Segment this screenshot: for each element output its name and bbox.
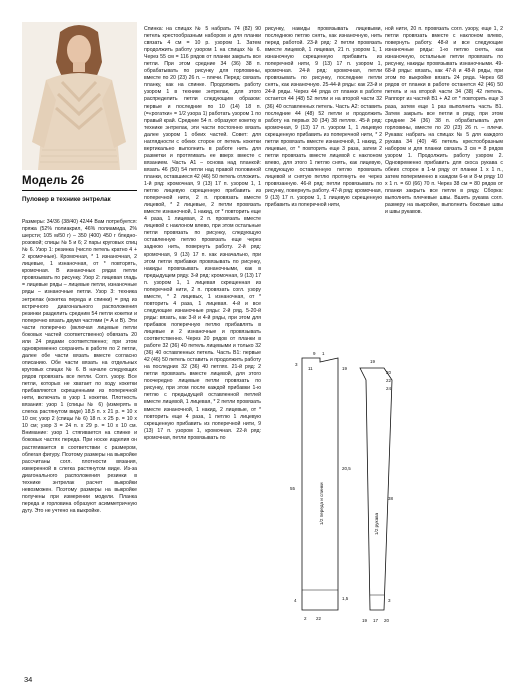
model-photo (22, 22, 137, 170)
dim-neck: 1 (322, 351, 325, 356)
dim-hem: 4 (294, 598, 297, 603)
sleeve-outline (360, 368, 392, 610)
dim-cuff-b: 20 (384, 618, 390, 623)
knitted-pullover-photo (22, 22, 137, 170)
model-subtitle: Пуловер в технике энтрелак (22, 196, 111, 203)
title-divider (22, 190, 137, 191)
instructions-column-2 (144, 26, 261, 442)
column-4-text: ной нити, 20 п. провязать согл. узору, еще 1, 2 петли провязать вместе с наклоном влево, повернуть работу. 48-й и все следующие изнаночные ряды: 1-ю петлю снять, как изнаночную, остальные петли провязать по рисунку, накиды провязывать изнаночными. 49-68-й ряды: вязать, как 47-й и 48-й ряды, при этом по выкройке вязать 24 ряда. Через 68 рядов от планки в работе останется 42 (46) 50 петель и на второй части 34 (38) 42 петель. Раппорт из частей В1 + А2 от * повторить еще 3 раза, затем еще 1 раз выполнить часть В1. Затем закрыть все петли в ряду, при этом средние 34 (36) 38 п. обрабатывать для горловины, вместе по 20 (23) 26 п. – плечи. Рукава: набрать на спицах № 5 для каждого рукава 34 (40) 46 петель крестообразным набором и для планки связать 3 см = 8 рядов узором 1. Продолжить работу узором 2. Одновременно прибавить для скоса рукава с обеих сторон в 1-м ряду от планки 1 x 1 п., затем попеременно в каждом 6-м и 8-м ряду 10 x 1 п. = 60 (66) 70 п. Через 38 см = 80 рядов от планки закрыть все петли в ряду. Сборка: выполнить плечевые швы. Вшить рукава согл. размеру на выкройке, выполнить боковые швы и швы рукавов. (385, 26, 503, 216)
dim-shoulder: 11 (308, 366, 313, 371)
dim-yoke-b: 1,5 (342, 596, 349, 601)
model-title: Модель 26 (22, 175, 85, 187)
dim-sleeve-a: 20 (386, 370, 392, 375)
page-number: 34 (24, 675, 33, 684)
dim-half-width: 22 (316, 616, 322, 621)
dim-cuff-width: 17 (373, 618, 379, 623)
dim-yoke-a: 20,5 (342, 466, 351, 471)
column-2-text: Спинка: на спицах № 5 набрать 74 (82) 90 петель крестообразным набором и для планки связать 4 см = 10 р. узором 1. Затем продолжить работу узором 1 на спицах № 6. Через 55 см = 116 рядов от планки закрыть все петли. При этом средние 34 (36) 38 п. обрабатывать по рисунку для горловины, вместе по 20 (23) 26 п. – плечи. Перед: связать планку, как на спинке. Продолжить работу узором 1 в технике энтрелак, для этого распределить петли следующим образом: первые и последние по 10 (14) 18 п. (=«рогатки» = 1/2 узора 1) работать узором 1 по правый край. Средние 54 п. образуют кокетку в технике энтрелак, эти части постоянно вязать далее узором 1 обеих частей. Совет: для наглядности с обеих сторон от петель кокетки вертикально выполнить в работе нить для разметки и протягивать ее вверх вместе с вязанием. Часть А1 – основа над планкой: вязать 46 (50) 54 петли над правой половиной планки, оставшиеся 42 (46) 50 петель отложить. 1-й ряд: кромочная, 9 (13) 17 п. узором 1, 1 петлю лицевую скрещенную прибавить из поперечной нити, 2 п. провязать вместе лицевой, * 2 лицевые, 2 петли провязать вместе изнаночной, 1 накид, от * повторить еще 4 раза, 1 лицевая, 2 п. провязать вместе лицевой с наклоном влево, при этом остальные петли провязать по рисунку, следующую оставленную петлю провязать еще через заднюю нить, повернуть работу. 2-й ряд: кромочная, 9 (13) 17 п. как изначально, при этом петли прибавки провязывать по рисунку, накиды провязывать изнаночными, как в предыдущем ряду. 3-й ряд: кромочная, 9 (13) 17 п. узором 1, 1 лицевая скрещенная из поперечной нити, 2 п. провязать согл. узору вместе, * 2 лицевых, 1 изнаночная, от * повторить 4 раза, 1 лицевая. 4-й и все следующие изнаночные ряды: 2-й ряд. 5-20-й ряды: вязать, как 3-й и 4-й ряды, при этом для прибавок поперечную петлю прибавлять в лицевые и 2 изнаночные и провязывать соответственно. Через 20 рядов от планки в работе 32 (36) 40 петель лицевыми и только 32 (36) 40 оставленных петель. Часть В1: первые 42 (46) 50 петель оставить и продолжить работу на последних 32 (36) 40 петлях. 21-й ряд: 2 петли провязать вместе лицевой, для этого поочередно лицевые петли провязать по рисунку, при этом после каждой прибавки 1-ю петлю с предыдущей оставленной петлей вместе лицевой, 1 лицевая, * 2 петли провязать вместе изнаночной, 1 накид, 2 лицевые, от * повторить еще 4 раза, 1 петлю 1 лицевую скрещенную прибавить из поперечной нити, 9 (13) 17 п. узором 1, кромочная. 22-й ряд: кромочная, петли провязывать по (144, 26, 261, 441)
dim-sleeve-length: 38 (388, 496, 394, 501)
instructions-column-1 (22, 219, 137, 515)
dim-cuff: 3 (388, 598, 391, 603)
dim-top-width: 9 (313, 351, 316, 356)
instructions-column-3 (265, 26, 382, 209)
dim-sleeve-b: 22 (386, 378, 392, 383)
front-piece-label: 1/2 переда и спинки (319, 482, 324, 525)
column-1-text: Размеры: 34/36 (38/40) 42/44 Вам потребуется: пряжа (52% полиакрил, 46% полиамида, 2% шерсти; 105 м/50 г) – 350 (400) 450 г бледно-розовой; спицы № 5 и 6; 2 пары круговых спиц № 6. Узор 1: резинка (число петель кратно 4 + 2 кромочные). Кромочная, * 1 изнаночная, 2 лицевые, 1 изнаночная, от * повторять, кромочная. В изнаночных рядах петли провязывать по рисунку. Узор 2: лицевая гладь = лицевые ряды – лицевые петли, изнаночные ряды – изнаночные петли. Узор 3: техника энтрелак (кокетка переда и спинки) = ряд из встречного диагонального расположения резинки разделить средним 54 петли кокетки и поперечно вязать двумя частями (= А и В). Эти части поперечно (включая лицевые петли боковых частей соответственно) обвязать 20 или 24 рядами соответственно; при этом одновременно сохранить в работе по 2 петли, далее обе части вязать вместе согласно описанию. Обе части вязать на отдельных круговых спицах № 6. В начале следующих рядов провязать все петли. Согл. узору. Все петли, которых не хватает по ходу кокетки прибавляются скрещенными из поперечной нити, включать в узор 1 кокетки. Плотность вязания: узор 1 (спицы № 6) (измерять в слегка растянутом виде) 18,5 п. x 21 р. = 10 x 10 см; узор 2 (спицы № 6) 18 п. x 25 р. = 10 x 10 см; узор 3 = 24 п. x 29 р. = 10 x 10 см. Внимание: узор 1 стягивается на спинке и боковых частях переда. При носке изделия он растягивается в соответствии с размером, облегая фигуру. Поэтому размеры на выкройке рассчитаны согл. плотности вязания, измеренной в слегка растянутом виде. Из-за диагонального расположения резинки в технике энтрелак расчет выкройки невозможен. Поэтому размеры на выкройке получены при измерении модели. Планка переда и горловина образуют асимметричную дугу. Это не учтено на выкройке. (22, 219, 137, 514)
sleeve-piece-label: 1/2 рукава (374, 512, 379, 535)
dim-height: 55 (290, 486, 296, 491)
dim-bottom: 2 (304, 616, 307, 621)
dim-sleeve-c: 24 (386, 386, 392, 391)
dim-cuff-a: 19 (362, 618, 368, 623)
column-3-text: рисунку, накиды провязывать лицевыми, последнюю петлю снять, как изнаночную, нить перед работой. 23-й ряд: 2 петли провязать вместе лицевой, 1 лицевая, 21 п. узором 1, 1 изнаночную скрещенную прибавить из поперечной нити, 9 (13) 17 п. узором 1, кромочная. 24-й ряд: кромочная, петли провязывать по рисунку, последние петли снять, как изнаночную. 25-44-й ряды: как 23-й и 24-й ряды. Через 44 ряда от планки в работе остается 44 (48) 52 петли и на второй части 32 (36) 40 оставленных петель. Часть А2: оставить последние 44 (48) 52 петли и продолжить работу на первых 30 (34) 38 петлях. 45-й ряд: кромочная, 9 (13) 17 п. узором 1, 1 лицевую скрещенную прибавить из поперечной нити, * 2 петли провязать вместе изнаночной, 1 накид, 2 лицевые, от * повторить еще 3 раза, затем 2 петли провязать вместе лицевой с наклоном влево, для этого 1 петлю снять, как лицевую, следующую оставленную петлю провязать лицевой и снятую петлю протянуть ее через провязанную. 46-й ряд: петли провязывать по рисунку, повернуть работу. 47-й ряд: кромочная, 9 (13) 17 п. узором 1, 1 лицевую скрещенную прибавить из поперечной нити, (265, 26, 382, 209)
dim-sleeve-top: 19 (370, 359, 376, 364)
pattern-diagram (280, 350, 398, 630)
instructions-column-4 (385, 26, 503, 216)
dim-yoke-top: 19 (342, 366, 348, 371)
dim-drop: 3 (295, 362, 298, 367)
